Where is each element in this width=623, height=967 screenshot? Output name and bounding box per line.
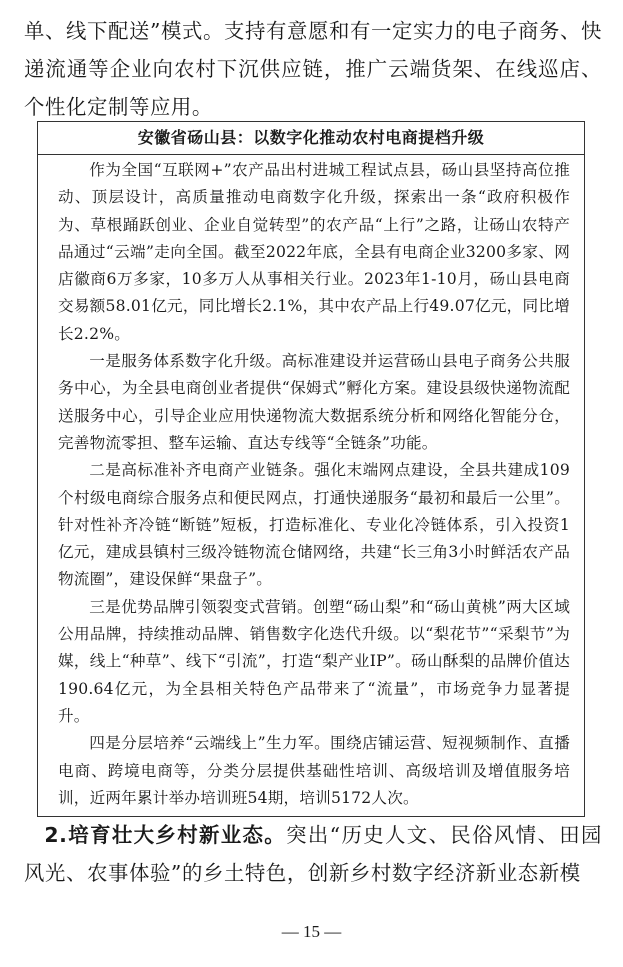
case-study-title: 安徽省砀山县：以数字化推动农村电商提档升级 [38,122,584,155]
case-study-box [37,121,585,817]
case-paragraph-overview: 作为全国“互联网+”农产品出村进城工程试点县，砀山县坚持高位推动、顶层设计，高质量推动电商数字化升级，探索出一条“政府积极作为、草根踊跃创业、企业自觉转型”的农产品“上行”之路，让砀山农特产品通过“云端”走向全国。截至2022年底，全县有电商企业3200多家、网店徽商6万多家，10多万人从事相关行业。2023年1-10月，砀山县电商交易额58.01亿元，同比增长2.1%，其中农产品上行49.07亿元，同比增长2.2%。 [58,161,570,343]
intro-paragraph: 单、线下配送”模式。支持有意愿和有一定实力的电子商务、快递流通等企业向农村下沉供应链，推广云端货架、在线巡店、个性化定制等应用。 [24,19,602,119]
case-paragraph-brand-marketing: 三是优势品牌引领裂变式营销。创塑“砀山梨”和“砀山黄桃”两大区域公用品牌，持续推动品牌、销售数字化迭代升级。以“梨花节”“采梨节”为媒，线上“种草”、线下“引流”，打造“梨产业IP”。砀山酥梨的品牌价值达190.64亿元，为全县相关特色产品带来了“流量”，市场竞争力显著提升。 [58,597,570,725]
page-number: — 15 — [281,922,342,941]
case-paragraph-service-system: 一是服务体系数字化升级。高标准建设并运营砀山县电子商务公共服务中心，为全县电商创业者提供“保姆式”孵化方案。建设县级快递物流配送服务中心，引导企业应用快递物流大数据系统分析和网络化智能分仓，完善物流零担、整车运输、直达专线等“全链条”功能。 [58,352,570,452]
case-paragraph-training: 四是分层培养“云端线上”生力军。围绕店铺运营、短视频制作、直播电商、跨境电商等，分类分层提供基础性培训、高级培训及增值服务培训，近两年累计举办培训班54期，培训5172人次。 [58,734,570,807]
section-new-business [24,816,602,892]
case-study-body [38,155,584,812]
section-paragraph [24,816,602,892]
section-text: 突出“历史人文、民俗风情、田园风光、农事体验”的乡土特色，创新乡村数字经济新业态新模 [24,823,602,885]
section-heading: 2.培育壮大乡村新业态。 [44,823,287,847]
case-paragraph-industry-chain: 二是高标准补齐电商产业链条。强化末端网点建设，全县共建成109个村级电商综合服务点和便民网点，打通快递服务“最初和最后一公里”。针对性补齐冷链“断链”短板，打造标准化、专业化冷链体系，引入投资1亿元，建成县镇村三级冷链物流仓储网络，共建“长三角3小时鲜活农产品物流圈”，建设保鲜“果盘子”。 [58,461,570,589]
intro-section [24,12,602,126]
